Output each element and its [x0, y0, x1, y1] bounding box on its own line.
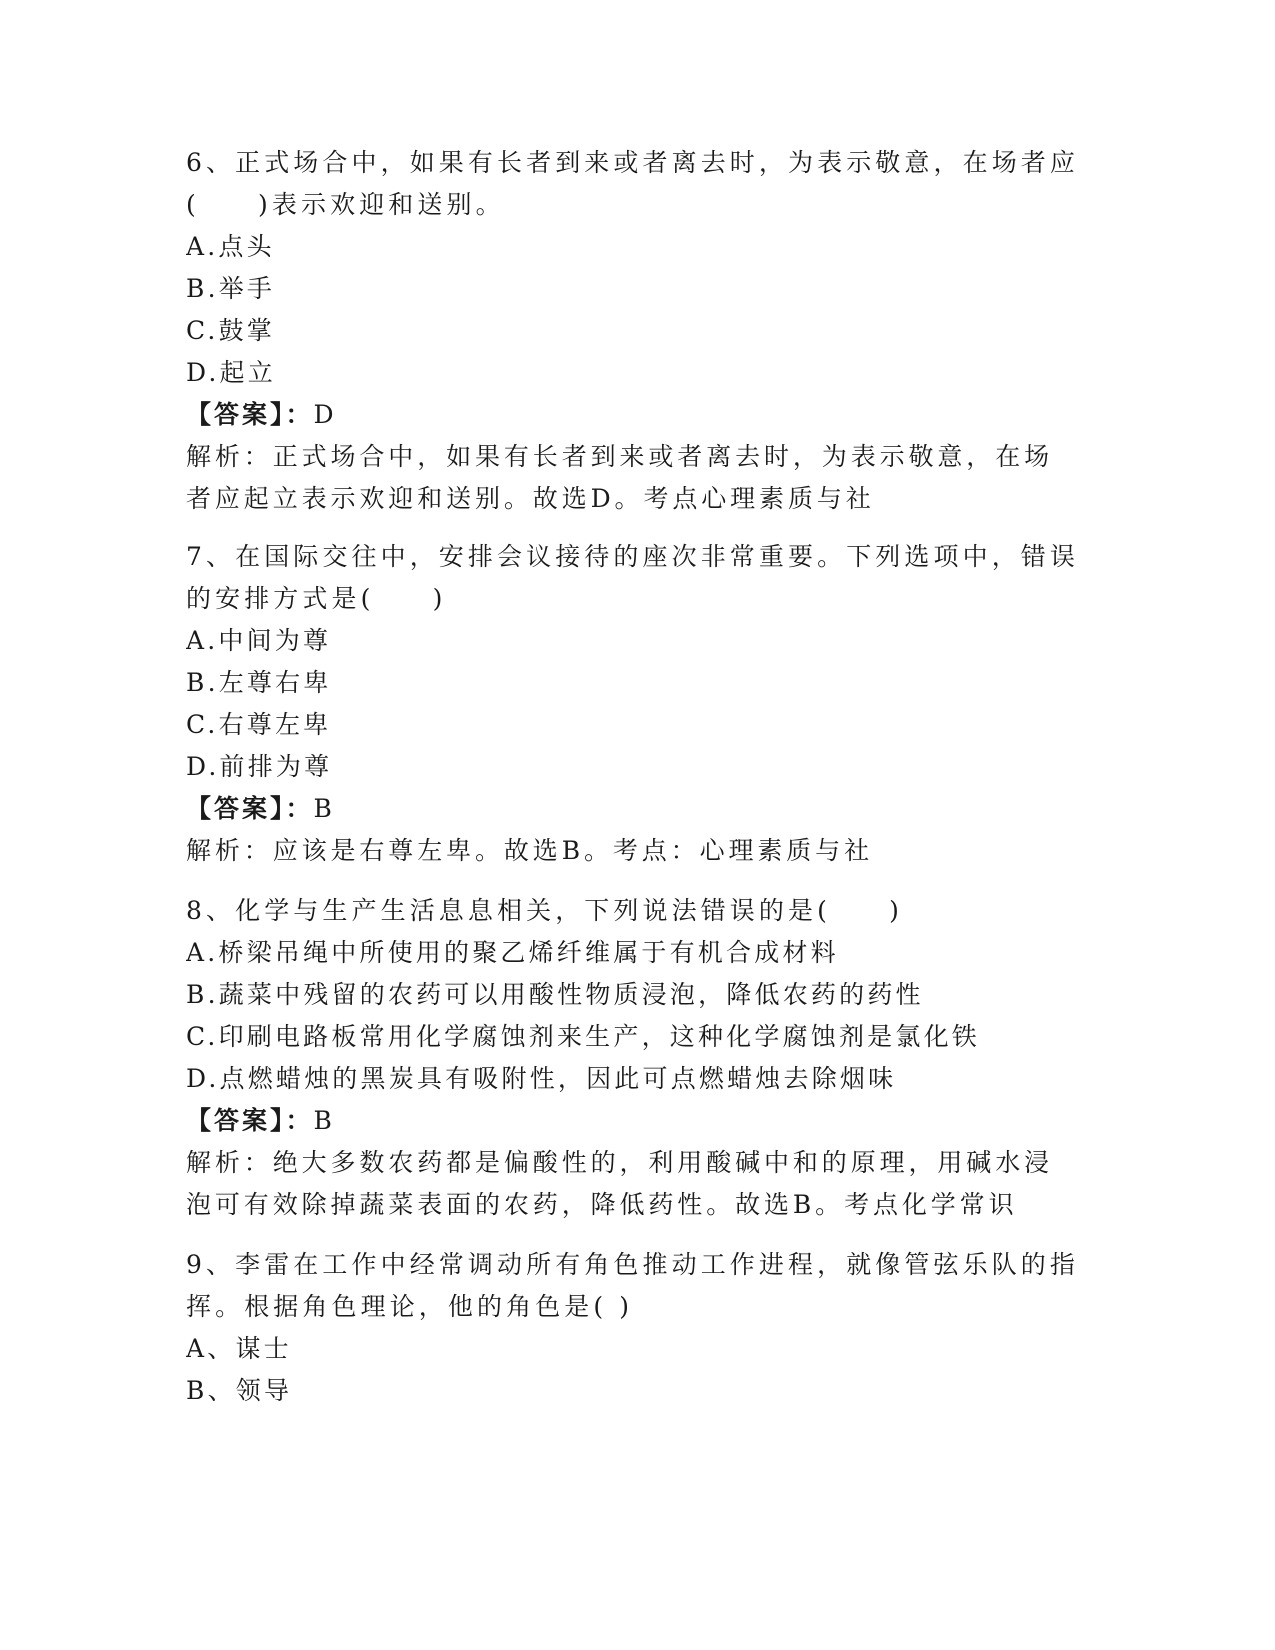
explanation: [186, 436, 1125, 520]
stem-line: 挥。根据角色理论，他的角色是( ): [186, 1292, 634, 1321]
explanation-line: 者应起立表示欢迎和送别。故选D。考点心理素质与社: [186, 484, 875, 513]
question-6: [186, 142, 1125, 520]
answer-label: 【答案】：: [186, 400, 314, 429]
explanation: [186, 830, 1125, 872]
question-7: [186, 536, 1125, 872]
stem-line: 7、在国际交往中，安排会议接待的座次非常重要。下列选项中，错误: [186, 542, 1080, 571]
answer-line: [186, 788, 1125, 830]
answer-label: 【答案】：: [186, 794, 314, 823]
stem-line: 6、正式场合中，如果有长者到来或者离去时，为表示敬意，在场者应: [186, 148, 1080, 177]
option-d: D.前排为尊: [186, 752, 333, 781]
question-stem: [186, 142, 1125, 226]
question-stem: [186, 536, 1125, 620]
option-d: D.点燃蜡烛的黑炭具有吸附性，因此可点燃蜡烛去除烟味: [186, 1064, 897, 1093]
option-a: A.桥梁吊绳中所使用的聚乙烯纤维属于有机合成材料: [186, 938, 839, 967]
stem-line: 8、化学与生产生活息息相关，下列说法错误的是( ): [186, 896, 904, 925]
question-stem: [186, 890, 1125, 932]
option-c: C.鼓掌: [186, 316, 275, 345]
question-8: [186, 890, 1125, 1226]
option-b: B.左尊右卑: [186, 668, 332, 697]
answer-value: D: [313, 400, 337, 429]
option-b: B.举手: [186, 274, 276, 303]
option-b: B、领导: [186, 1376, 293, 1405]
answer-line: [186, 394, 1125, 436]
answer-label: 【答案】：: [186, 1106, 314, 1135]
option-a: A.点头: [186, 232, 275, 261]
stem-line: 9、李雷在工作中经常调动所有角色推动工作进程，就像管弦乐队的指: [186, 1250, 1080, 1279]
option-a: A、谋士: [186, 1334, 292, 1363]
explanation: [186, 1142, 1125, 1226]
option-d: D.起立: [186, 358, 276, 387]
answer-value: B: [313, 794, 335, 823]
stem-line: ( )表示欢迎和送别。: [186, 190, 505, 219]
question-9: [186, 1244, 1125, 1412]
explanation-line: 泡可有效除掉蔬菜表面的农药，降低药性。故选B。考点化学常识: [186, 1190, 1018, 1219]
option-c: C.印刷电路板常用化学腐蚀剂来生产，这种化学腐蚀剂是氯化铁: [186, 1022, 980, 1051]
option-b: B.蔬菜中残留的农药可以用酸性物质浸泡，降低农药的药性: [186, 980, 924, 1009]
option-a: A.中间为尊: [186, 626, 332, 655]
question-stem: [186, 1244, 1125, 1328]
answer-value: B: [313, 1106, 335, 1135]
stem-line: 的安排方式是( ): [186, 584, 447, 613]
answer-line: [186, 1100, 1125, 1142]
option-c: C.右尊左卑: [186, 710, 332, 739]
explanation-line: 解析：绝大多数农药都是偏酸性的，利用酸碱中和的原理，用碱水浸: [186, 1148, 1054, 1177]
explanation-line: 解析：应该是右尊左卑。故选B。考点：心理素质与社: [186, 836, 873, 865]
explanation-line: 解析：正式场合中，如果有长者到来或者离去时，为表示敬意，在场: [186, 442, 1054, 471]
